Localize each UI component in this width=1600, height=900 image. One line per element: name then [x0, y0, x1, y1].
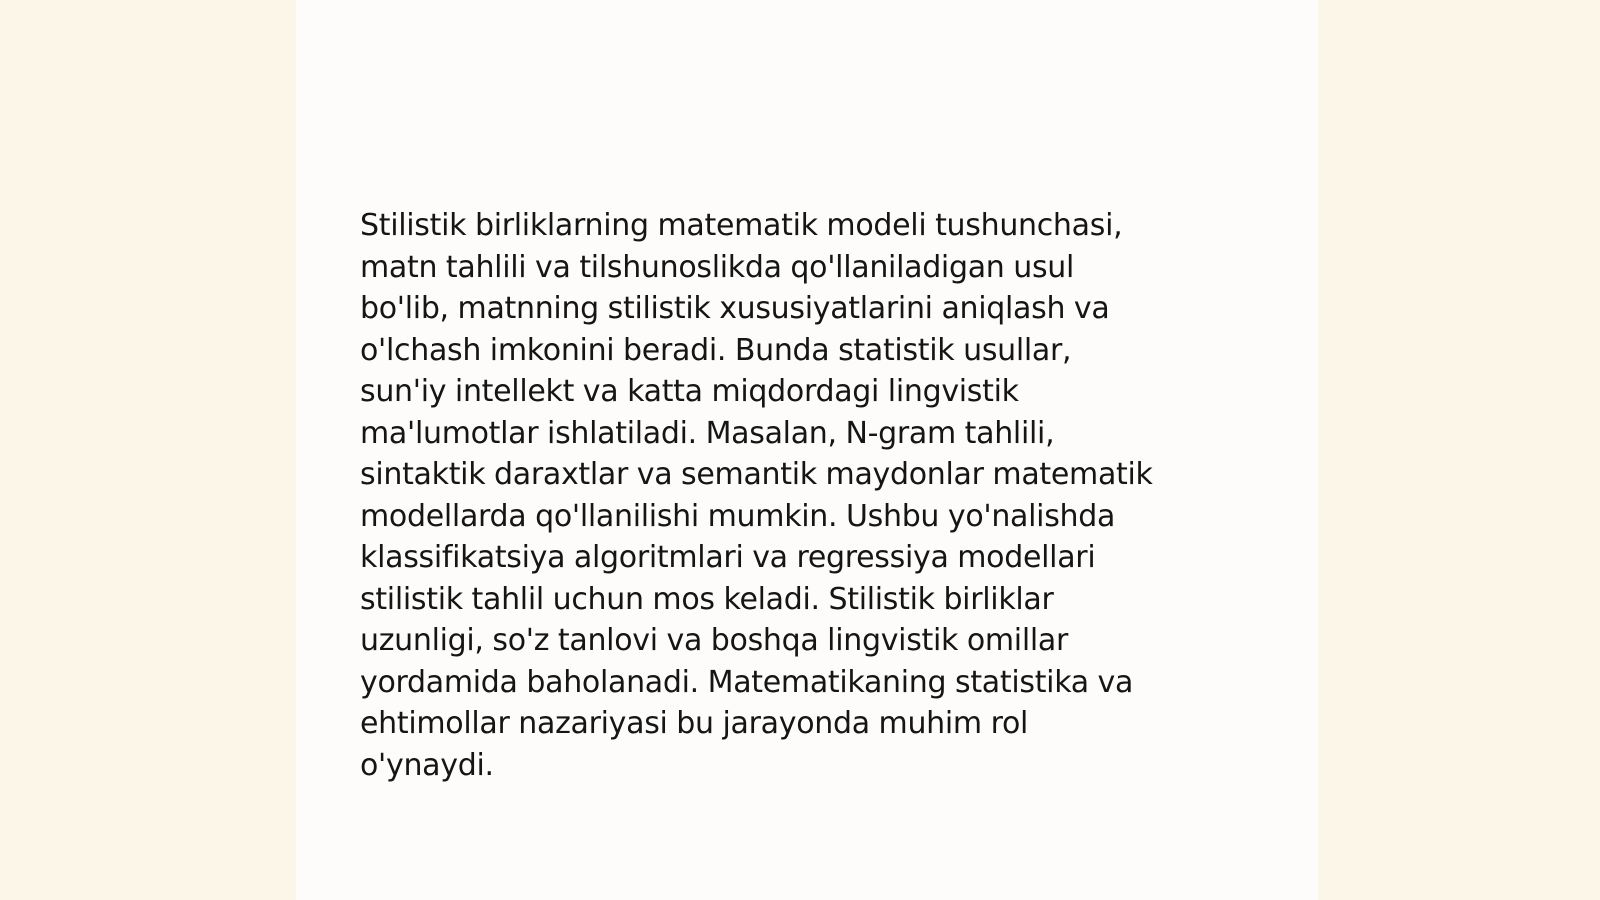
- body-line: sintaktik daraxtlar va semantik maydonlar matematik: [360, 457, 1153, 492]
- body-line: modellarda qo'llanilishi mumkin. Ushbu yo'nalishda: [360, 498, 1116, 534]
- slide-page: [296, 0, 1318, 900]
- body-line: matn tahlili va tilshunoslikda qo'llaniladigan usul: [360, 249, 1075, 285]
- body-line: ehtimollar nazariyasi bu jarayonda muhim rol: [360, 706, 1029, 741]
- body-line: klassifikatsiya algoritmlari va regressiya modellari: [360, 540, 1096, 575]
- slide-body-text: [360, 205, 1240, 786]
- body-line: yordamida baholanadi. Matematikaning statistika va: [360, 664, 1134, 700]
- body-line: o'lchash imkonini beradi. Bunda statistik usullar,: [360, 332, 1072, 368]
- body-line: uzunligi, so'z tanlovi va boshqa lingvistik omillar: [360, 623, 1069, 658]
- body-line: Stilistik birliklarning matematik modeli tushunchasi,: [360, 208, 1123, 243]
- body-line: o'ynaydi.: [360, 747, 494, 783]
- body-line: sun'iy intellekt va katta miqdordagi lingvistik: [360, 374, 1019, 409]
- body-line: ma'lumotlar ishlatiladi. Masalan, N-gram tahlili,: [360, 415, 1055, 451]
- body-line: bo'lib, matnning stilistik xususiyatlarini aniqlash va: [360, 291, 1110, 326]
- body-line: stilistik tahlil uchun mos keladi. Stilistik birliklar: [360, 581, 1054, 617]
